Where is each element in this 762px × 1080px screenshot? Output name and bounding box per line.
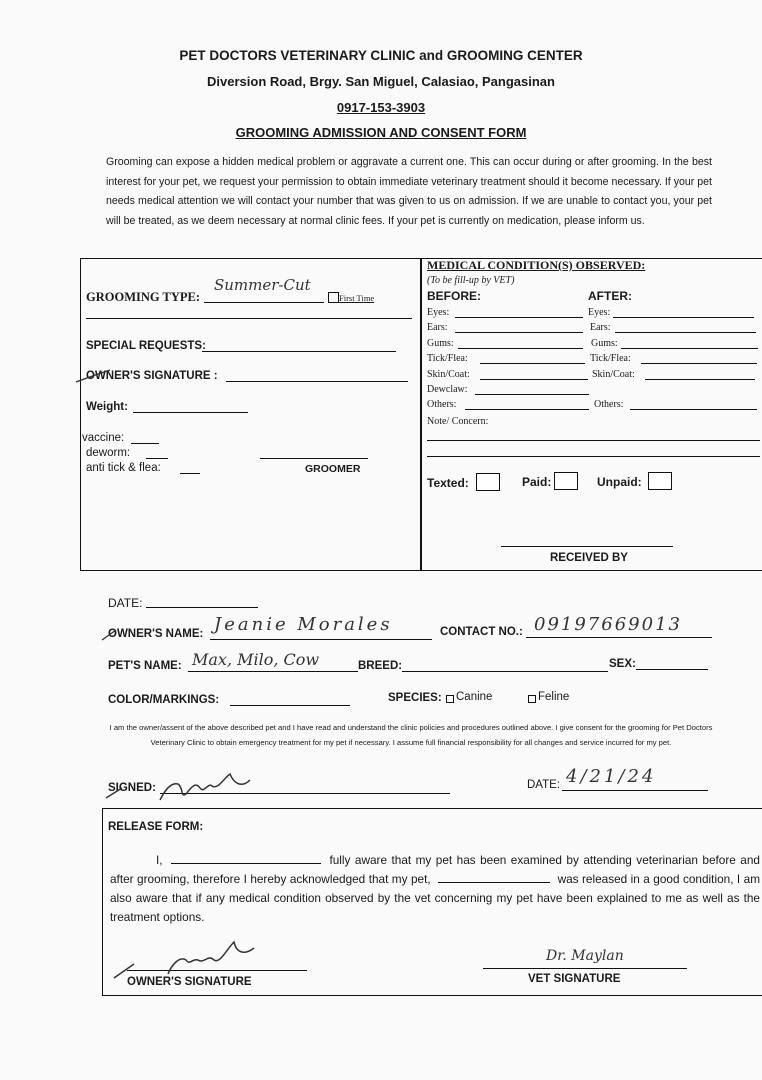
- before-tickflea: Tick/Flea:: [427, 353, 468, 364]
- feline-radio[interactable]: [528, 695, 536, 703]
- contact-label: CONTACT NO.:: [440, 626, 523, 638]
- canine-radio[interactable]: [446, 695, 454, 703]
- after-eyes: Eyes:: [588, 307, 611, 318]
- after-ears: Ears:: [590, 322, 611, 333]
- after-gums: Gums:: [591, 338, 618, 349]
- before-label: BEFORE:: [427, 289, 481, 303]
- owner-name-value[interactable]: Jeanie Morales: [214, 614, 393, 635]
- owner-signature-mark: [74, 366, 114, 386]
- groomer-label: GROOMER: [305, 463, 361, 475]
- first-time-checkbox[interactable]: [328, 292, 339, 303]
- column-divider: [420, 258, 422, 571]
- release-part1: I,: [156, 853, 163, 867]
- weight-label: Weight:: [86, 401, 128, 413]
- consent-date-label: DATE:: [527, 779, 561, 791]
- before-gums: Gums:: [427, 338, 454, 349]
- medical-title: MEDICAL CONDITION(S) OBSERVED:: [427, 258, 646, 272]
- paid-checkbox[interactable]: [554, 472, 578, 490]
- release-title: RELEASE FORM:: [108, 821, 204, 833]
- form-title: GROOMING ADMISSION AND CONSENT FORM: [235, 125, 527, 140]
- feline-label: Feline: [538, 691, 570, 703]
- texted-label: Texted:: [427, 476, 469, 490]
- sex-label: SEX:: [609, 658, 636, 670]
- after-others: Others:: [594, 399, 624, 410]
- after-skincoat: Skin/Coat:: [592, 369, 635, 380]
- before-ears: Ears:: [427, 322, 448, 333]
- pet-name-value[interactable]: Max, Milo, Cow: [192, 650, 320, 669]
- grooming-type-label: GROOMING TYPE:: [86, 290, 201, 304]
- unpaid-label: Unpaid:: [597, 475, 642, 489]
- vet-sig-label: VET SIGNATURE: [528, 973, 621, 985]
- grooming-type-value[interactable]: Summer-Cut: [214, 276, 311, 294]
- medical-subtitle: (To be fill-up by VET): [427, 275, 515, 286]
- paid-label: Paid:: [522, 475, 552, 489]
- before-others: Others:: [427, 399, 457, 410]
- after-label: AFTER:: [588, 289, 632, 303]
- canine-label: Canine: [456, 691, 493, 703]
- color-label: COLOR/MARKINGS:: [108, 694, 220, 706]
- unpaid-checkbox[interactable]: [648, 472, 672, 490]
- clinic-name: PET DOCTORS VETERINARY CLINIC and GROOMING CENTER: [179, 48, 583, 63]
- owner-sig-label: OWNER'S SIGNATURE: [127, 976, 252, 988]
- vaccine-label: vaccine:: [82, 432, 125, 444]
- release-paragraph: [110, 851, 760, 927]
- clinic-address: Diversion Road, Brgy. San Miguel, Calasiao, Pangasinan: [207, 74, 555, 89]
- consent-date-value[interactable]: 4/21/24: [566, 766, 657, 787]
- consent-text: I am the owner/assent of the above described pet and I have read and understand the clinic policies and procedures outlined above. I give consent for the grooming for Pet Doctors Veterinary Clinic to obtain emergency treatment for my pet if necessary. I assume full financial responsibility for all changes and service incurred for my pet.: [109, 723, 713, 747]
- signed-label: SIGNED:: [108, 782, 156, 794]
- owner-name-strike: [100, 628, 120, 642]
- first-time-label: First Time: [339, 293, 375, 303]
- species-label: SPECIES:: [388, 692, 442, 704]
- received-by-label: RECEIVED BY: [550, 552, 628, 564]
- clinic-phone: 0917-153-3903: [336, 100, 426, 115]
- intro-paragraph: Grooming can expose a hidden medical problem or aggravate a current one. This can occur during or after grooming. In the best interest for your pet, we request your permission to obtain immediate veterinary treatment should it become necessary. If your pet needs medical attention we will contact your number that was given to us on admission. If we are unable to contact you, your pet will be treated, as we deem necessary at normal clinic fees. If your pet is currently on medication, please inform us.: [106, 156, 712, 227]
- before-skincoat: Skin/Coat:: [427, 369, 470, 380]
- after-tickflea: Tick/Flea:: [590, 353, 631, 364]
- texted-checkbox[interactable]: [476, 473, 500, 491]
- owner-signature-label: OWNER'S SIGNATURE :: [86, 370, 218, 382]
- before-dewclaw: Dewclaw:: [427, 384, 468, 395]
- release-part2: fully aware that my pet has been examined by attending veterinarian before and after grooming, therefore I hereby acknowledged that my pet,: [110, 853, 760, 886]
- special-requests-label: SPECIAL REQUESTS:: [86, 340, 206, 352]
- pet-name-label: PET'S NAME:: [108, 660, 182, 672]
- date-label: DATE:: [108, 596, 143, 610]
- note-label: Note/ Concern:: [427, 416, 489, 427]
- owner-name-label: OWNER'S NAME:: [108, 628, 204, 640]
- contact-value[interactable]: 09197669013: [534, 614, 682, 635]
- release-part3: was released in a good condition, I am also aware that if any medical condition observed by the vet concerning my pet have been explained to me as well as the treatment options.: [110, 872, 761, 924]
- antitick-label: anti tick & flea:: [86, 462, 161, 474]
- before-eyes: Eyes:: [427, 307, 450, 318]
- breed-label: BREED:: [358, 660, 403, 672]
- signed-signature: [100, 768, 280, 808]
- vet-sig-value: Dr. Maylan: [546, 948, 624, 964]
- deworm-label: deworm:: [86, 447, 131, 459]
